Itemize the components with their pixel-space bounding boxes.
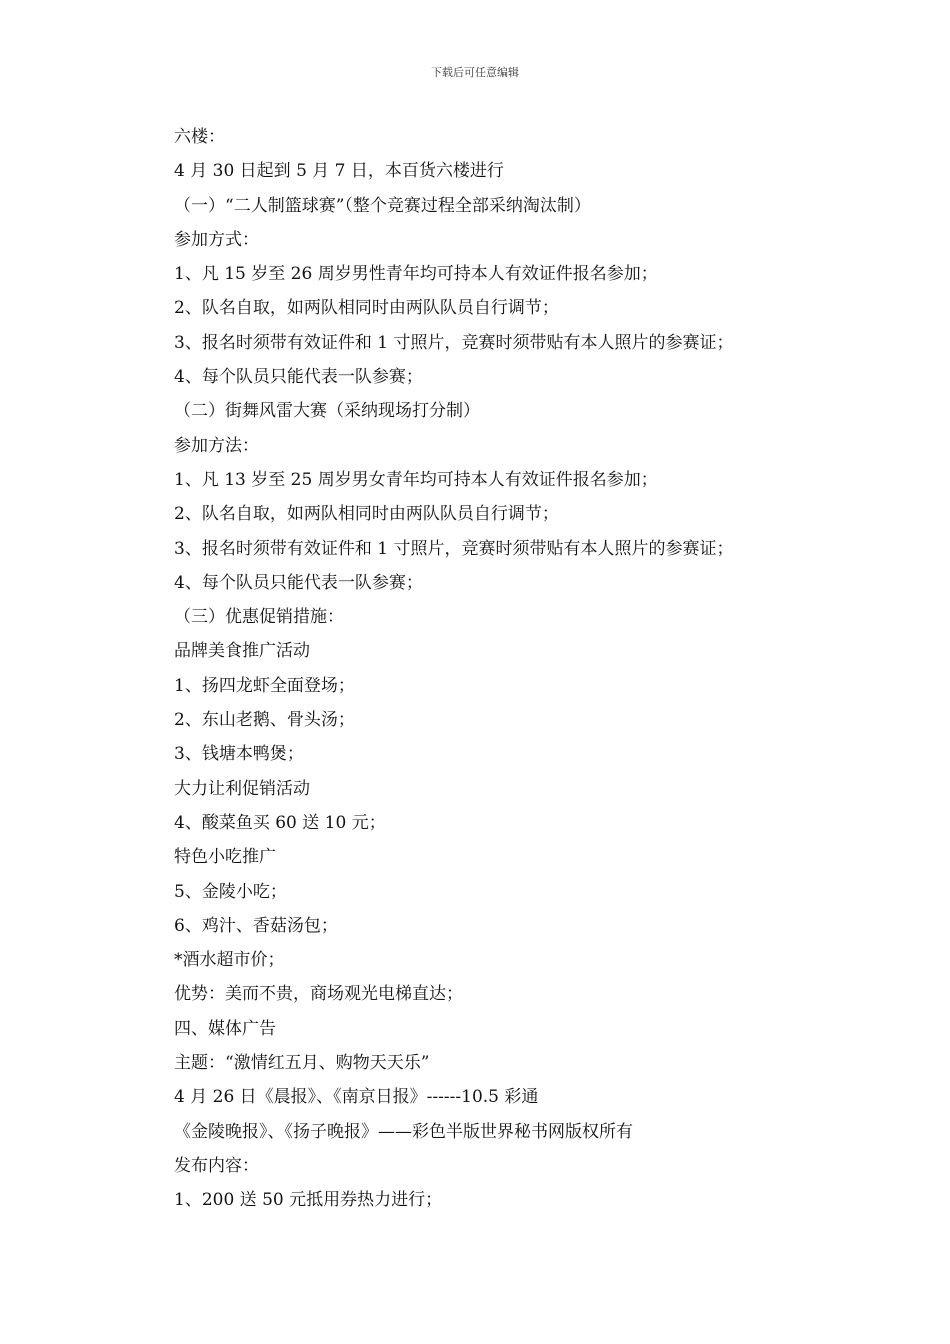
list-item: 2、队名自取，如两队相同时由两队队员自行调节； (174, 298, 559, 319)
document-body (174, 120, 814, 1218)
list-item: 3、报名时须带有效证件和 1 寸照片，竞赛时须带贴有本人照片的参赛证； (174, 332, 734, 353)
text-line: 品牌美食推广活动 (174, 641, 310, 662)
section-heading: （一）“二人制篮球赛”（整个竞赛过程全部采纳淘汰制） (174, 195, 591, 216)
list-item: 1、凡 15 岁至 26 周岁男性青年均可持本人有效证件报名参加； (174, 264, 658, 285)
text-line: 《金陵晚报》、《扬子晚报》——彩色半版世界秘书网版权所有 (174, 1121, 633, 1142)
text-line: 参加方式： (174, 229, 259, 250)
list-item: 4、酸菜鱼买 60 送 10 元； (174, 812, 386, 833)
list-item: 5、金陵小吃； (174, 881, 287, 902)
text-line: 4 月 26 日《晨报》、《南京日报》------10.5 彩通 (174, 1087, 539, 1108)
section-heading: （三）优惠促销措施： (174, 607, 344, 628)
text-line: 主题：“激情红五月、购物天天乐” (174, 1053, 430, 1074)
page-header: 下载后可任意编辑 (431, 66, 519, 79)
text-line: 发布内容： (174, 1155, 259, 1176)
text-line: 特色小吃推广 (174, 847, 276, 868)
section-heading: （二）街舞风雷大赛（采纳现场打分制） (174, 401, 480, 422)
list-item: 1、200 送 50 元抵用券热力进行； (174, 1190, 443, 1211)
list-item: 6、鸡汁、香菇汤包； (174, 915, 338, 936)
list-item: 4、每个队员只能代表一队参赛； (174, 572, 423, 593)
list-item: 3、钱塘本鸭煲； (174, 744, 304, 765)
list-item: 1、扬四龙虾全面登场； (174, 675, 355, 696)
list-item: *酒水超市价； (174, 950, 285, 971)
list-item: 3、报名时须带有效证件和 1 寸照片，竞赛时须带贴有本人照片的参赛证； (174, 538, 734, 559)
list-item: 2、队名自取，如两队相同时由两队队员自行调节； (174, 504, 559, 525)
list-item: 4、每个队员只能代表一队参赛； (174, 367, 423, 388)
list-item: 2、东山老鹅、骨头汤； (174, 710, 355, 731)
text-line: 大力让利促销活动 (174, 778, 310, 799)
text-line: 参加方法： (174, 435, 259, 456)
section-heading: 四、媒体广告 (174, 1018, 276, 1039)
list-item: 1、凡 13 岁至 25 周岁男女青年均可持本人有效证件报名参加； (174, 469, 658, 490)
text-line: 4 月 30 日起到 5 月 7 日，本百货六楼进行 (174, 161, 504, 182)
text-line: 优势：美而不贵，商场观光电梯直达； (174, 984, 463, 1005)
text-line: 六楼： (174, 127, 225, 147)
